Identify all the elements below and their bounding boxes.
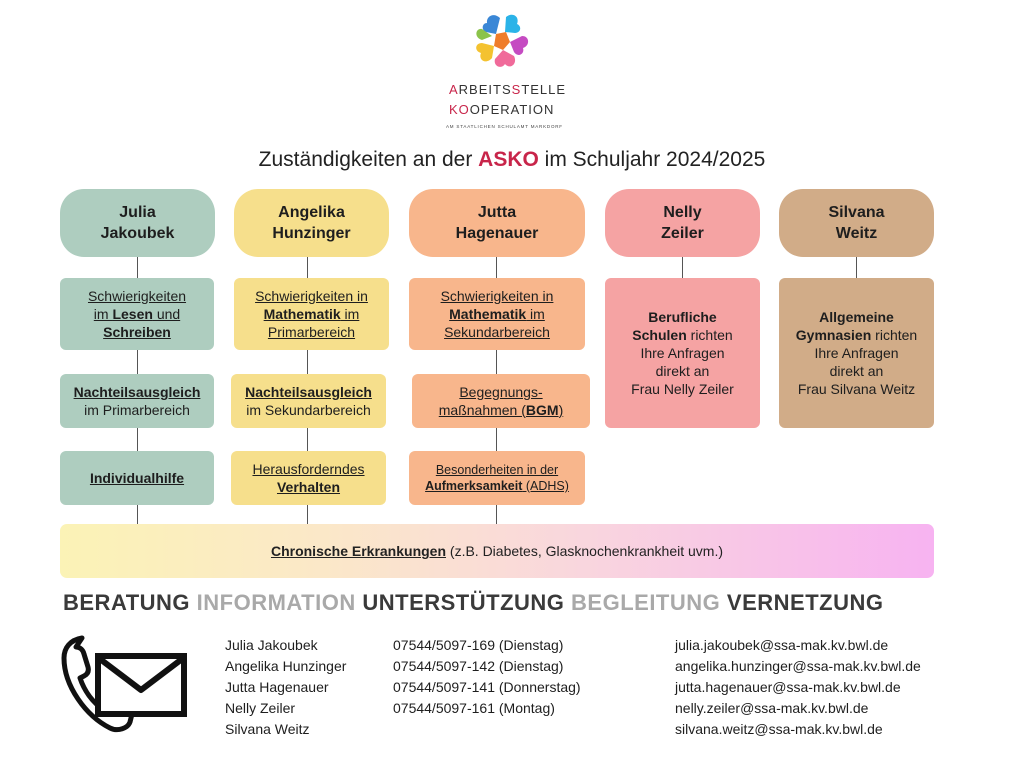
- contact-name: Angelika Hunzinger: [225, 658, 347, 674]
- topic-compensation-primary: Nachteilsausgleich im Primarbereich: [60, 374, 214, 428]
- contact-phones: [393, 635, 581, 719]
- logo-line-2: KOOPERATION: [449, 102, 555, 117]
- topic-vocational-schools: Berufliche Schulen richten Ihre Anfragen direkt an Frau Nelly Zeiler: [605, 278, 760, 428]
- contact-emails: [675, 635, 921, 740]
- connector-line: [856, 256, 857, 280]
- logo-line-1: ARBEITSSTELLE: [449, 82, 567, 97]
- topic-reading-writing: Schwierigkeiten im Lesen und Schreiben: [60, 278, 214, 350]
- topic-math-primary: Schwierigkeiten in Mathematik im Primarbereich: [234, 278, 389, 350]
- page-title: Zuständigkeiten an der ASKO im Schuljahr 2024/2025: [258, 148, 766, 171]
- contact-name: Silvana Weitz: [225, 721, 310, 737]
- contact-phone: 07544/5097-169 (Dienstag): [393, 637, 564, 653]
- staff-name-silvana: Silvana Weitz: [779, 189, 934, 257]
- logo-tagline: AM STAATLICHEN SCHULAMT MARKDORF: [446, 124, 563, 129]
- topic-compensation-secondary: Nachteilsausgleich im Sekundarbereich: [231, 374, 386, 428]
- topic-attention-adhs: Besonderheiten in der Aufmerksamkeit (ADHS): [409, 451, 585, 505]
- contact-name: Nelly Zeiler: [225, 700, 296, 716]
- staff-name-nelly: Nelly Zeiler: [605, 189, 760, 257]
- topic-individual-help: Individualhilfe: [60, 451, 214, 505]
- contact-name: Jutta Hagenauer: [225, 679, 329, 695]
- phone-envelope-icon: [60, 634, 190, 734]
- contact-email[interactable]: silvana.weitz@ssa-mak.kv.bwl.de: [675, 721, 883, 737]
- contact-phone: 07544/5097-161 (Montag): [393, 700, 555, 716]
- contact-name: Julia Jakoubek: [225, 637, 318, 653]
- staff-name-jutta: Jutta Hagenauer: [409, 189, 585, 257]
- contact-email[interactable]: jutta.hagenauer@ssa-mak.kv.bwl.de: [675, 679, 901, 695]
- staff-name-angelika: Angelika Hunzinger: [234, 189, 389, 257]
- topic-math-secondary: Schwierigkeiten in Mathematik im Sekundarbereich: [409, 278, 585, 350]
- staff-name-julia: Julia Jakoubek: [60, 189, 215, 257]
- topic-encounter-measures: Begegnungs- maßnahmen (BGM): [412, 374, 590, 428]
- contact-email[interactable]: nelly.zeiler@ssa-mak.kv.bwl.de: [675, 700, 869, 716]
- contact-phone: 07544/5097-141 (Donnerstag): [393, 679, 581, 695]
- topic-gymnasiums: Allgemeine Gymnasien richten Ihre Anfragen direkt an Frau Silvana Weitz: [779, 278, 934, 428]
- contact-email[interactable]: julia.jakoubek@ssa-mak.kv.bwl.de: [675, 637, 889, 653]
- services-tagline: BERATUNG INFORMATION UNTERSTÜTZUNG BEGLEITUNG VERNETZUNG: [63, 590, 884, 615]
- contact-names: [225, 635, 346, 740]
- hands-logo-icon: [470, 10, 532, 72]
- contact-email[interactable]: angelika.hunzinger@ssa-mak.kv.bwl.de: [675, 658, 921, 674]
- contact-phone: 07544/5097-142 (Dienstag): [393, 658, 564, 674]
- topic-challenging-behavior: Herausforderndes Verhalten: [231, 451, 386, 505]
- connector-line: [682, 256, 683, 280]
- topic-chronic-diseases: Chronische Erkrankungen (z.B. Diabetes, Glasknochenkrankheit uvm.): [60, 524, 934, 578]
